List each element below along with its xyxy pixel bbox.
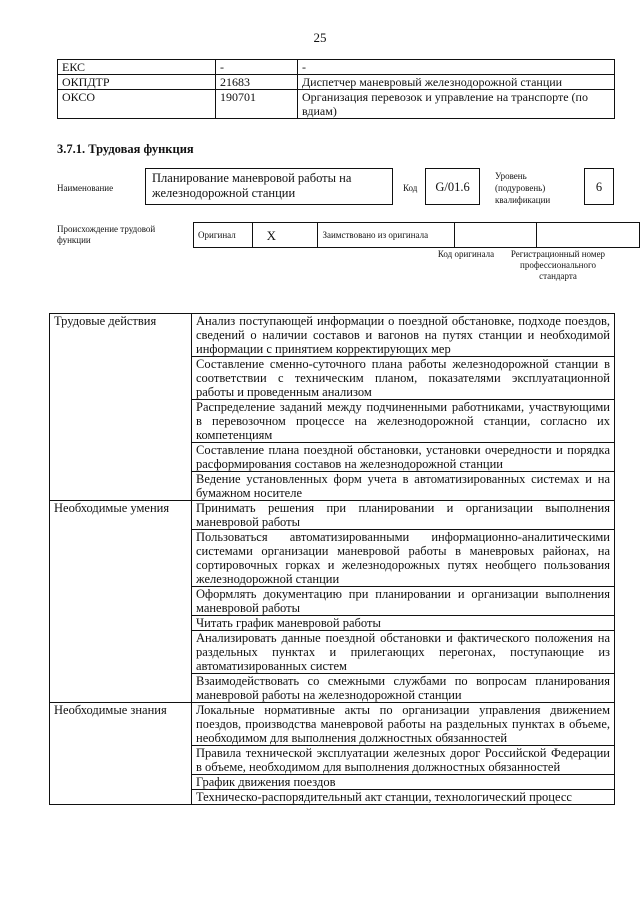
- requirement-text: Ведение установленных форм учета в автоматизированных системах и на бумажном носителе: [192, 472, 615, 501]
- function-name-box: Планирование маневровой работы на железнодорожной станции: [145, 168, 393, 205]
- code-label: Код: [403, 183, 418, 193]
- codes-row: [58, 90, 615, 119]
- codes-row: [58, 75, 615, 90]
- origin-table: [193, 222, 640, 248]
- requirement-text: Взаимодействовать со смежными службами по вопросам планирования маневровой работы на железнодорожной станции: [192, 674, 615, 703]
- requirement-text: Пользоваться автоматизированными информационно-аналитическими системами организации маневровой работы в маневровых районах, на сортировочных горках и железнодорожных путях необщего пользования железнодорожной станции: [192, 530, 615, 587]
- reg-number-label: Регистрационный номер профессионального стандарта: [510, 249, 606, 281]
- code-title-cell: -: [298, 60, 615, 75]
- requirement-text: Локальные нормативные акты по организации управления движением поездов, производства маневровой работы на раздельных пунктах в объеме, необходимом для выполнения должностных обязанностей: [192, 703, 615, 746]
- requirement-row: [50, 703, 615, 746]
- section-label: Трудовые действия: [50, 314, 192, 501]
- section-label: Необходимые умения: [50, 501, 192, 703]
- code-value-cell: 190701: [216, 90, 298, 119]
- section-label: Необходимые знания: [50, 703, 192, 805]
- requirement-text: Читать график маневровой работы: [192, 616, 615, 631]
- requirement-row: [50, 314, 615, 357]
- level-value-box: 6: [584, 168, 614, 205]
- section-title: 3.7.1. Трудовая функция: [57, 142, 194, 156]
- reg-number-cell: [536, 223, 639, 248]
- code-title-cell: Диспетчер маневровый железнодорожной станции: [298, 75, 615, 90]
- requirement-row: [50, 501, 615, 530]
- requirement-text: График движения поездов: [192, 775, 615, 790]
- function-details-table: [49, 313, 615, 805]
- requirement-text: Составление сменно-суточного плана работы железнодорожной станции в соответствии с техническим планом, показателями эксплуатационной работы и проведенным анализом: [192, 357, 615, 400]
- code-original-label: Код оригинала: [437, 249, 495, 259]
- code-value-cell: 21683: [216, 75, 298, 90]
- name-label: Наименование: [57, 183, 114, 193]
- original-mark: X: [252, 223, 318, 248]
- requirement-text: Составление плана поездной обстановки, установки очередности и порядка расформирования составов на железнодорожной станции: [192, 443, 615, 472]
- requirement-text: Техническо-распорядительный акт станции, технологический процесс: [192, 790, 615, 805]
- code-title-cell: Организация перевозок и управление на транспорте (по вдиам): [298, 90, 615, 119]
- classifier-codes-table: [57, 59, 615, 119]
- origin-label: Происхождение трудовой функции: [57, 224, 156, 245]
- code-name-cell: ОКСО: [58, 90, 216, 119]
- requirement-text: Принимать решения при планировании и организации выполнения маневровой работы: [192, 501, 615, 530]
- requirement-text: Анализировать данные поездной обстановки и фактического положения на раздельных пунктах и прилегающих перегонах, поступающие из автоматизированных систем: [192, 631, 615, 674]
- function-code-box: G/01.6: [425, 168, 480, 205]
- code-name-cell: ЕКС: [58, 60, 216, 75]
- level-label: Уровень (подуровень) квалификации: [495, 171, 551, 205]
- requirement-text: Оформлять документацию при планировании и организации выполнения маневровой работы: [192, 587, 615, 616]
- code-value-cell: -: [216, 60, 298, 75]
- requirement-text: Анализ поступающей информации о поездной обстановке, подходе поездов, сведений о наличии составов и вагонов на путях станции и необходимой информации с принятием корректирующих мер: [192, 314, 615, 357]
- borrowed-label: Заимствовано из оригинала: [318, 223, 455, 248]
- requirement-text: Распределение заданий между подчиненными работниками, участвующими в перевозочном процессе на железнодорожной станции, согласно их компетенциям: [192, 400, 615, 443]
- page-number: 25: [313, 30, 327, 45]
- codes-row: [58, 60, 615, 75]
- code-original-cell: [455, 223, 537, 248]
- code-name-cell: ОКПДТР: [58, 75, 216, 90]
- original-label: Оригинал: [194, 223, 253, 248]
- requirement-text: Правила технической эксплуатации железных дорог Российской Федерации в объеме, необходимом для выполнения должностных обязанностей: [192, 746, 615, 775]
